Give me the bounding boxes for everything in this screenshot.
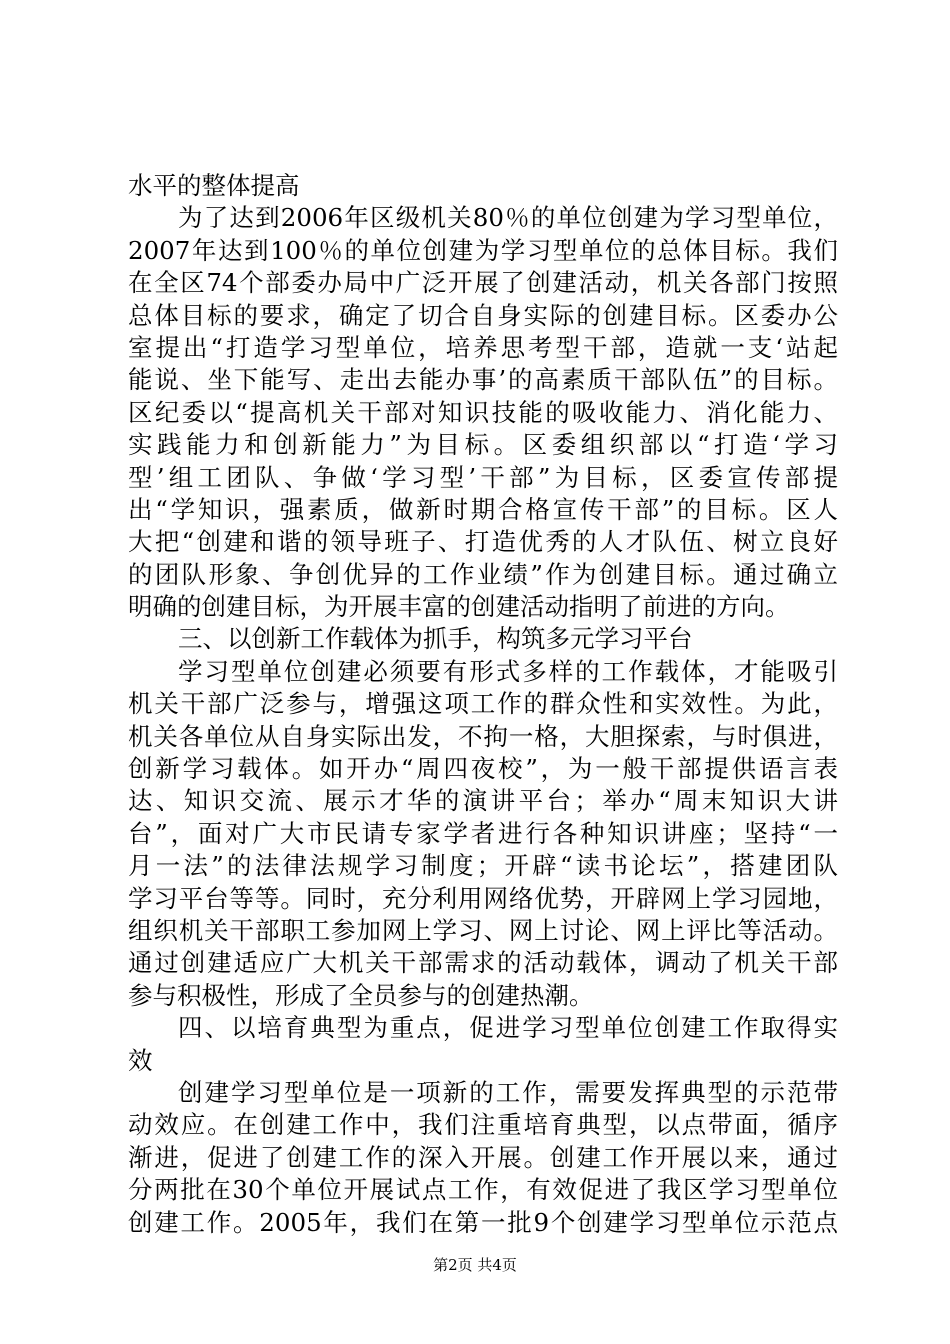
document-body <box>128 170 838 1239</box>
text-line: 组织机关干部职工参加网上学习、网上讨论、网上评比等活动。 <box>128 915 838 945</box>
text-line: 2007年达到100％的单位创建为学习型单位的总体目标。我们 <box>128 235 838 265</box>
text-line: 分两批在30个单位开展试点工作，有效促进了我区学习型单位 <box>128 1175 838 1205</box>
text-line: 明确的创建目标，为开展丰富的创建活动指明了前进的方向。 <box>128 592 790 622</box>
page-footer <box>0 1255 950 1275</box>
text-line: 参与积极性，形成了全员参与的创建热潮。 <box>128 980 594 1010</box>
text-line: 三、以创新工作载体为抓手，构筑多元学习平台 <box>178 624 693 654</box>
text-line: 水平的整体提高 <box>128 171 300 200</box>
text-line: 动效应。在创建工作中，我们注重培育典型，以点带面，循序 <box>128 1110 838 1140</box>
text-line: 学习型单位创建必须要有形式多样的工作载体，才能吸引 <box>178 656 838 686</box>
text-line: 创建工作。2005年，我们在第一批9个创建学习型单位示范点 <box>128 1207 838 1237</box>
text-line: 通过创建适应广大机关干部需求的活动载体，调动了机关干部 <box>128 948 838 978</box>
text-line: 创新学习载体。如开办“周四夜校”，为一般干部提供语言表 <box>128 754 838 784</box>
page-number-label: 第2页 共4页 <box>433 1256 517 1274</box>
text-line: 型’组工团队、争做‘学习型’干部”为目标，区委宣传部提 <box>128 462 838 492</box>
text-line: 在全区74个部委办局中广泛开展了创建活动，机关各部门按照 <box>128 268 838 298</box>
text-line: 能说、坐下能写、走出去能办事’的高素质干部队伍”的目标。 <box>128 365 838 395</box>
text-line: 渐进，促进了创建工作的深入开展。创建工作开展以来，通过 <box>128 1142 838 1172</box>
text-line: 机关各单位从自身实际出发，不拘一格，大胆探索，与时俱进， <box>128 721 838 751</box>
text-line: 大把“创建和谐的领导班子、打造优秀的人才队伍、树立良好 <box>128 527 838 557</box>
text-line: 的团队形象、争创优异的工作业绩”作为创建目标。通过确立 <box>128 559 838 589</box>
text-line: 室提出“打造学习型单位，培养思考型干部，造就一支‘站起 <box>128 332 838 362</box>
text-line: 出“学知识，强素质，做新时期合格宣传干部”的目标。区人 <box>128 494 838 524</box>
text-line: 总体目标的要求，确定了切合自身实际的创建目标。区委办公 <box>128 300 838 330</box>
text-line: 为了达到2006年区级机关80％的单位创建为学习型单位， <box>178 203 838 233</box>
text-line: 实践能力和创新能力”为目标。区委组织部以“打造‘学习 <box>128 430 838 460</box>
text-line: 区纪委以“提高机关干部对知识技能的吸收能力、消化能力、 <box>128 397 838 427</box>
text-line: 月一法”的法律法规学习制度；开辟“读书论坛”，搭建团队 <box>128 851 838 881</box>
text-line: 机关干部广泛参与，增强这项工作的群众性和实效性。为此， <box>128 689 838 719</box>
text-line: 达、知识交流、展示才华的演讲平台；举办“周末知识大讲 <box>128 786 838 816</box>
text-line: 台”，面对广大市民请专家学者进行各种知识讲座；坚持“一 <box>128 818 838 848</box>
text-line: 学习平台等等。同时，充分利用网络优势，开辟网上学习园地， <box>128 883 838 913</box>
text-line: 创建学习型单位是一项新的工作，需要发挥典型的示范带 <box>178 1077 838 1107</box>
text-line: 效 <box>128 1045 153 1075</box>
text-line: 四、以培育典型为重点，促进学习型单位创建工作取得实 <box>178 1013 838 1043</box>
